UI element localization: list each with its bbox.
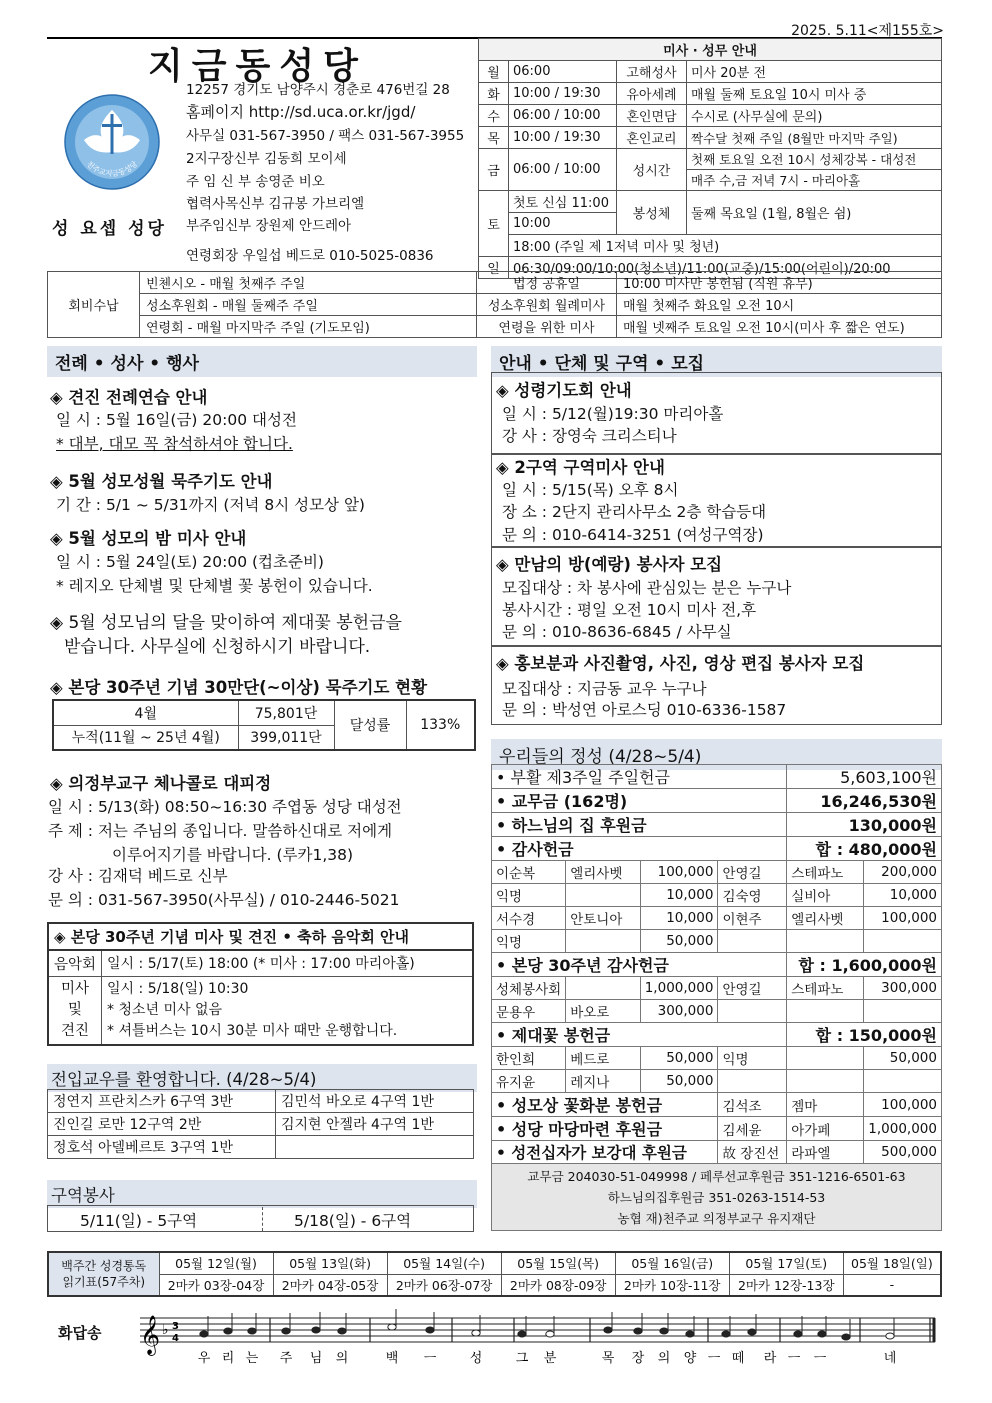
- notice-desc: 매월 넷째주 토요일 오전 10시(미사 후 짧은 연도): [617, 316, 942, 338]
- bible-label-1: 백주간 성경통독: [61, 1259, 147, 1273]
- rate-value: 133%: [406, 700, 475, 750]
- note: [722, 1331, 730, 1337]
- shuttle-note: * 셔틀버스는 10시 30분 미사 때만 운행합니다.: [107, 1022, 398, 1039]
- note: [634, 1328, 642, 1334]
- donor-baptismal: 아가페: [787, 1117, 864, 1141]
- volunteer-contact-2: 문 의 : 박성연 아로스딩 010-6336-1587: [502, 701, 787, 719]
- note: [472, 1330, 480, 1336]
- note: [546, 1331, 554, 1337]
- lyric-syllable: 의: [335, 1351, 349, 1366]
- donor-row: 서수경 안토니아 10,000 이현주 엘리사벳 100,000: [492, 907, 942, 930]
- note: [338, 1328, 346, 1334]
- homepage-link[interactable]: 홈페이지 http://sd.uca.or.kr/jgd/: [186, 103, 416, 121]
- service-label: 고해성사: [617, 61, 687, 83]
- elder-contact: 연령회장 우일섭 베드로 010-5025-0836: [186, 248, 434, 264]
- fee-item: 연령회 - 매월 마지막주 주일 (기도모임): [140, 316, 477, 338]
- district-mass-contact: 문 의 : 010-6414-3251 (여성구역장): [502, 526, 764, 544]
- house-of-god-label: • 하느님의 집 후원금: [492, 813, 787, 837]
- newcomer: [276, 1136, 474, 1159]
- anniversary-offering-label: • 본당 30주년 감사헌금: [492, 953, 787, 977]
- altar-flower-label: • 제대꽃 봉헌금: [492, 1023, 787, 1047]
- time-thu: 10:00 / 19:30: [509, 127, 617, 149]
- district-duty-header: 구역봉사: [47, 1180, 477, 1208]
- reading-day: 05월 17일(토): [729, 1252, 843, 1274]
- concert-label: 음악회: [48, 950, 102, 976]
- welcome-header: 전입교우를 환영합니다. (4/28~5/4): [47, 1064, 477, 1092]
- service-label: 성시간: [617, 149, 687, 191]
- duty-date-2: 5/18(일) - 6구역: [294, 1212, 412, 1230]
- info-header: 안내 • 단체 및 구역 • 모집: [491, 346, 942, 377]
- service-desc: 매주 수,금 저녁 7시 - 마리아홀: [687, 170, 942, 191]
- rosary-status-title: ◈ 본당 30주년 기념 30만단(~이상) 묵주기도 현황: [50, 678, 428, 697]
- district-mass-title: ◈ 2구역 구역미사 안내: [496, 458, 665, 477]
- note: [312, 1327, 320, 1333]
- donor-row: 문용우 바오로 300,000: [492, 1000, 942, 1023]
- note: [426, 1327, 434, 1333]
- note: [248, 1328, 256, 1334]
- service-desc: 짝수달 첫째 주일 (8월만 마지막 주일): [687, 127, 942, 149]
- concert-time: 일시 : 5/17(토) 18:00 (* 미사 : 17:00 마리아홀): [102, 950, 473, 976]
- volunteer-title-2: ◈ 홍보분과 사진촬영, 사진, 영상 편집 봉사자 모집: [496, 654, 865, 673]
- mass-label: 미사: [61, 980, 90, 997]
- reading-day: 05월 12일(월): [159, 1252, 273, 1274]
- note: [842, 1334, 850, 1340]
- rosary-status-table: [52, 699, 476, 751]
- house-of-god-amount: 130,000원: [787, 813, 942, 837]
- donor-row: 익명 50,000: [492, 930, 942, 953]
- time-sat-3: 18:00 (주일 제 1저녁 미사 및 청년): [509, 235, 942, 257]
- psalm-lyrics: [198, 1350, 897, 1366]
- lyric-syllable: 떼: [731, 1351, 745, 1366]
- sunday-collection-label: • 부활 제3주일 주일헌금: [492, 765, 787, 789]
- time-sun: 06:30/09:00/10:00(청소년)/11:00(교중)/15:00(어린이)/20:00: [509, 257, 942, 279]
- lyric-syllable: 주: [279, 1351, 293, 1366]
- donor-baptismal: 젬마: [787, 1093, 864, 1117]
- fee-item: 성소후원회 - 매월 둘째주 주일: [140, 294, 477, 316]
- altar-flower-total: 합 : 150,000원: [787, 1023, 942, 1047]
- reading-day: 05월 13일(화): [273, 1252, 387, 1274]
- fees-table: [47, 271, 942, 338]
- note: [886, 1333, 894, 1339]
- reading-passage: 2마카 06장-07장: [387, 1274, 501, 1296]
- donor-amount: 100,000: [864, 1093, 942, 1117]
- donor-row: 성체봉사회 1,000,000 안영길 스테파노 300,000: [492, 977, 942, 1000]
- donor-row: 유지윤 레지나 50,000: [492, 1070, 942, 1093]
- thanks-offering-label: • 감사헌금: [492, 837, 787, 861]
- psalm-staff: [130, 1308, 942, 1368]
- time-fri: 06:00 / 10:00: [509, 149, 617, 191]
- newcomer: 진인길 로만 12구역 2반: [48, 1113, 276, 1136]
- day-sat: 토: [479, 191, 509, 257]
- volunteer-title-1: ◈ 만남의 방(예랑) 봉사자 모집: [496, 555, 723, 574]
- lyric-syllable: 는: [245, 1351, 259, 1366]
- mass-schedule-table: [478, 38, 942, 279]
- issue-date: 2025. 5.11<제155호>: [791, 23, 944, 39]
- district-mass-time: 일 시 : 5/15(목) 오후 8시: [502, 481, 679, 499]
- assistant-priest: 협력사목신부 김규봉 가브리엘: [186, 196, 365, 212]
- note: [686, 1331, 694, 1337]
- parish-title: 지금동성당: [148, 45, 367, 87]
- account-info: [491, 1163, 942, 1231]
- retreat-time: 일 시 : 5/13(화) 08:50~16:30 주엽동 성당 대성전: [48, 798, 402, 816]
- lyric-syllable: 의: [657, 1351, 671, 1366]
- lyric-syllable: 라: [763, 1351, 777, 1366]
- svg-text:3: 3: [172, 1321, 179, 1332]
- offerings-table: [491, 764, 942, 1164]
- lyric-syllable: 그: [515, 1351, 529, 1366]
- concert-table: [47, 922, 474, 1046]
- account-line-1: 교무금 204030-51-049998 / 페루선교후원금 351-1216-6501-63: [527, 1169, 906, 1184]
- prayer-meeting-title: ◈ 성령기도회 안내: [496, 381, 632, 400]
- day-tue: 화: [479, 83, 509, 105]
- district-mass-place: 장 소 : 2단지 관리사무소 2층 학습등대: [502, 503, 767, 521]
- donor-name: 김세윤: [718, 1117, 787, 1141]
- reading-day: 05월 14일(수): [387, 1252, 501, 1274]
- logo-text: 천주교지금동성당: [84, 159, 140, 179]
- retreat-theme-2: 이루어지기를 바랍니다. (루카1,38): [112, 846, 354, 864]
- account-line-3: 농협 재)천주교 의정부교구 유지재단: [617, 1211, 816, 1226]
- welcome-table: [47, 1089, 474, 1159]
- lyric-syllable: 우: [197, 1351, 211, 1366]
- psalm-label: 화답송: [58, 1324, 102, 1342]
- note: [282, 1328, 290, 1334]
- vicar: 부주임신부 장원제 안드레아: [186, 218, 352, 234]
- notice-desc: 10:00 미사만 봉헌됨 (직원 휴무): [617, 272, 942, 294]
- service-label: 봉성체: [617, 191, 687, 235]
- lyric-syllable: 네: [883, 1351, 897, 1366]
- service-label: 혼인면담: [617, 105, 687, 127]
- mary-night-note: * 레지오 단체별 및 단체별 꽃 봉헌이 있습니다.: [56, 577, 373, 595]
- treble-clef-icon: 𝄞: [140, 1315, 161, 1355]
- confirmation-label: 견진: [61, 1022, 90, 1039]
- volunteer-target-2: 모집대상 : 지금동 교우 누구나: [502, 680, 707, 698]
- prayer-meeting-time: 일 시 : 5/12(월)19:30 마리아홀: [502, 405, 724, 423]
- time-sat-2: 10:00: [509, 213, 617, 235]
- donor-amount: 500,000: [864, 1141, 942, 1164]
- volunteer-hours-1: 봉사시간 : 평일 오전 10시 미사 전,후: [502, 601, 757, 619]
- tithe-label: • 교무금 (162명): [492, 789, 787, 813]
- lyric-syllable: 님: [309, 1351, 323, 1366]
- liturgy-header: 전례 • 성사 • 행사: [47, 346, 477, 377]
- volunteer-contact-1: 문 의 : 010-8636-6845 / 사무실: [502, 623, 732, 641]
- service-label: 유아세례: [617, 83, 687, 105]
- newcomer: 김지현 안젤라 4구역 1반: [276, 1113, 474, 1136]
- lyric-syllable: ㅡ: [707, 1351, 721, 1366]
- lyric-syllable: ㅡ: [787, 1351, 801, 1366]
- month-label: 4월: [53, 700, 238, 725]
- time-mon: 06:00: [509, 61, 617, 83]
- pastor: 주 임 신 부 송영준 비오: [186, 174, 325, 190]
- lyric-syllable: ㅡ: [423, 1351, 437, 1366]
- note: [224, 1328, 232, 1334]
- reading-passage: 2마카 08장-09장: [501, 1274, 615, 1296]
- note: [518, 1331, 526, 1337]
- yard-fund-label: • 성당 마당마련 후원금: [492, 1117, 718, 1141]
- donor-row: 익명 10,000 김숙영 실비아 10,000: [492, 884, 942, 907]
- address: 12257 경기도 남양주시 경춘로 476번길 28: [186, 82, 450, 98]
- newcomer: 김민석 바오로 4구역 1반: [276, 1090, 474, 1113]
- note: [660, 1328, 668, 1334]
- mary-flower-label: • 성모상 꽃화분 봉헌금: [492, 1093, 718, 1117]
- service-desc: 매월 둘째 토요일 10시 미사 중: [687, 83, 942, 105]
- service-desc: 둘째 목요일 (1월, 8월은 쉼): [687, 191, 942, 235]
- altar-flower-notice-2: 받습니다. 사무실에 신청하시기 바랍니다.: [64, 637, 371, 657]
- day-mon: 월: [479, 61, 509, 83]
- donor-row: 한인희 베드로 50,000 익명 50,000: [492, 1047, 942, 1070]
- newcomer: 정호석 아델베르토 3구역 1반: [48, 1136, 276, 1159]
- month-count: 75,801단: [238, 700, 334, 725]
- reading-passage: 2마카 10장-11장: [615, 1274, 729, 1296]
- tithe-amount: 16,246,530원: [787, 789, 942, 813]
- mass-title: 미사 · 성무 안내: [479, 39, 942, 61]
- donor-amount: 1,000,000: [864, 1117, 942, 1141]
- concert-title: ◈ 본당 30주년 기념 미사 및 견진 • 축하 음악회 안내: [48, 923, 473, 950]
- mary-night-time: 일 시 : 5월 24일(토) 20:00 (컵초준비): [56, 553, 324, 571]
- cumulative-label: 누적(11월 ~ 25년 4월): [53, 725, 238, 750]
- reading-day: 05월 15일(목): [501, 1252, 615, 1274]
- altar-flower-notice: ◈ 5월 성모님의 달을 맞이하여 제대꽃 봉헌금을: [50, 613, 402, 633]
- youth-mass-note: * 청소년 미사 없음: [107, 1001, 223, 1018]
- retreat-title: ◈ 의정부교구 체나콜로 대피정: [50, 774, 272, 793]
- time-wed: 06:00 / 10:00: [509, 105, 617, 127]
- confirmation-rehearsal-note: * 대부, 대모 꼭 참석하셔야 합니다.: [56, 435, 293, 453]
- cumulative-count: 399,011단: [238, 725, 334, 750]
- note: [794, 1331, 802, 1337]
- note: [748, 1329, 756, 1335]
- office-phone: 사무실 031-567-3950 / 팩스 031-567-3955: [186, 128, 465, 144]
- sunday-collection-amount: 5,603,100원: [787, 765, 942, 789]
- service-desc: 미사 20분 전: [687, 61, 942, 83]
- reading-passage: 2마카 03장-04장: [159, 1274, 273, 1296]
- fee-item: 빈첸시오 - 매월 첫째주 주일: [140, 272, 477, 294]
- lyric-syllable: 양: [683, 1351, 697, 1366]
- offerings-header: 우리들의 정성 (4/28~5/4): [491, 739, 942, 770]
- bible-reading-table: [47, 1251, 942, 1297]
- lyric-syllable: 장: [631, 1351, 645, 1366]
- volunteer-target-1: 모집대상 : 차 봉사에 관심있는 분은 누구나: [502, 579, 792, 597]
- retreat-contact: 문 의 : 031-567-3950(사무실) / 010-2446-5021: [48, 891, 400, 909]
- service-desc: 첫째 토요일 오전 10시 성체강복 - 대성전: [687, 149, 942, 170]
- reading-passage: 2마카 04장-05장: [273, 1274, 387, 1296]
- note: [388, 1324, 396, 1330]
- mary-night-title: ◈ 5월 성모의 밤 미사 안내: [50, 529, 247, 548]
- note: [200, 1331, 208, 1337]
- retreat-speaker: 강 사 : 김재덕 베드로 신부: [48, 867, 228, 885]
- district-priest: 2지구장신부 김동희 모이세: [186, 151, 347, 167]
- reading-passage: 2마카 12장-13장: [729, 1274, 843, 1296]
- reading-passage: -: [843, 1274, 941, 1296]
- service-desc: 수시로 (사무실에 문의): [687, 105, 942, 127]
- donor-name: 김석조: [718, 1093, 787, 1117]
- note: [604, 1327, 612, 1333]
- prayer-meeting-speaker: 강 사 : 장영숙 크리스티나: [502, 427, 677, 445]
- lyric-syllable: 백: [385, 1351, 399, 1366]
- notice-label: 연령을 위한 미사: [477, 316, 617, 338]
- confirmation-rehearsal-title: ◈ 견진 전례연습 안내: [50, 388, 208, 407]
- rosary-month-title: ◈ 5월 성모성월 묵주기도 안내: [50, 472, 273, 491]
- lyric-syllable: 분: [543, 1351, 557, 1366]
- duty-date-1: 5/11(일) - 5구역: [80, 1212, 198, 1230]
- notice-label: 성소후원회 월례미사: [477, 294, 617, 316]
- newcomer: 정연지 프란치스카 6구역 3반: [48, 1090, 276, 1113]
- cross-fund-label: • 성전십자가 보강대 후원금: [492, 1141, 718, 1164]
- svg-text:4: 4: [172, 1333, 179, 1344]
- donor-name: 故 장진선: [718, 1141, 787, 1164]
- notice-label: 법정 공휴일: [477, 272, 617, 294]
- thanks-offering-total: 합 : 480,000원: [787, 837, 942, 861]
- rate-label: 달성률: [334, 700, 406, 750]
- anniversary-offering-total: 합 : 1,600,000원: [787, 953, 942, 977]
- day-thu: 목: [479, 127, 509, 149]
- fees-label: 회비수납: [48, 272, 140, 338]
- rosary-month-period: 기 간 : 5/1 ~ 5/31까지 (저녁 8시 성모상 앞): [56, 496, 365, 514]
- flat-icon: ♭: [162, 1322, 169, 1338]
- reading-day: 05월 16일(금): [615, 1252, 729, 1274]
- day-fri: 금: [479, 149, 509, 191]
- bible-label-2: 읽기표(57주차): [62, 1275, 146, 1289]
- lyric-syllable: 목: [601, 1351, 615, 1366]
- donor-baptismal: 라파엘: [787, 1141, 864, 1164]
- account-line-2: 하느님의집후원금 351-0263-1514-53: [607, 1190, 826, 1205]
- donor-row: 이순복 엘리사벳 100,000 안영길 스테파노 200,000: [492, 861, 942, 884]
- day-wed: 수: [479, 105, 509, 127]
- time-tue: 10:00 / 19:30: [509, 83, 617, 105]
- lyric-syllable: ㅡ: [813, 1351, 827, 1366]
- retreat-theme: 주 제 : 저는 주님의 종입니다. 말씀하신대로 저에게: [48, 822, 393, 840]
- and-label: 및: [68, 1001, 83, 1018]
- notice-desc: 매월 첫째주 화요일 오전 10시: [617, 294, 942, 316]
- duty-divider: [262, 1207, 263, 1231]
- confirmation-time: 일시 : 5/18(일) 10:30: [107, 980, 249, 997]
- lyric-syllable: 성: [469, 1351, 483, 1366]
- reading-day: 05월 18일(일): [843, 1252, 941, 1274]
- confirmation-rehearsal-time: 일 시 : 5월 16일(금) 20:00 대성전: [56, 411, 297, 429]
- time-sat-1: 첫토 신심 11:00: [509, 191, 617, 213]
- parish-subtitle: 성 요셉 성당: [52, 219, 167, 239]
- service-label: 혼인교리: [617, 127, 687, 149]
- parish-logo: [62, 92, 162, 192]
- note: [818, 1331, 826, 1337]
- day-sun: 일: [479, 257, 509, 279]
- lyric-syllable: 리: [221, 1351, 235, 1366]
